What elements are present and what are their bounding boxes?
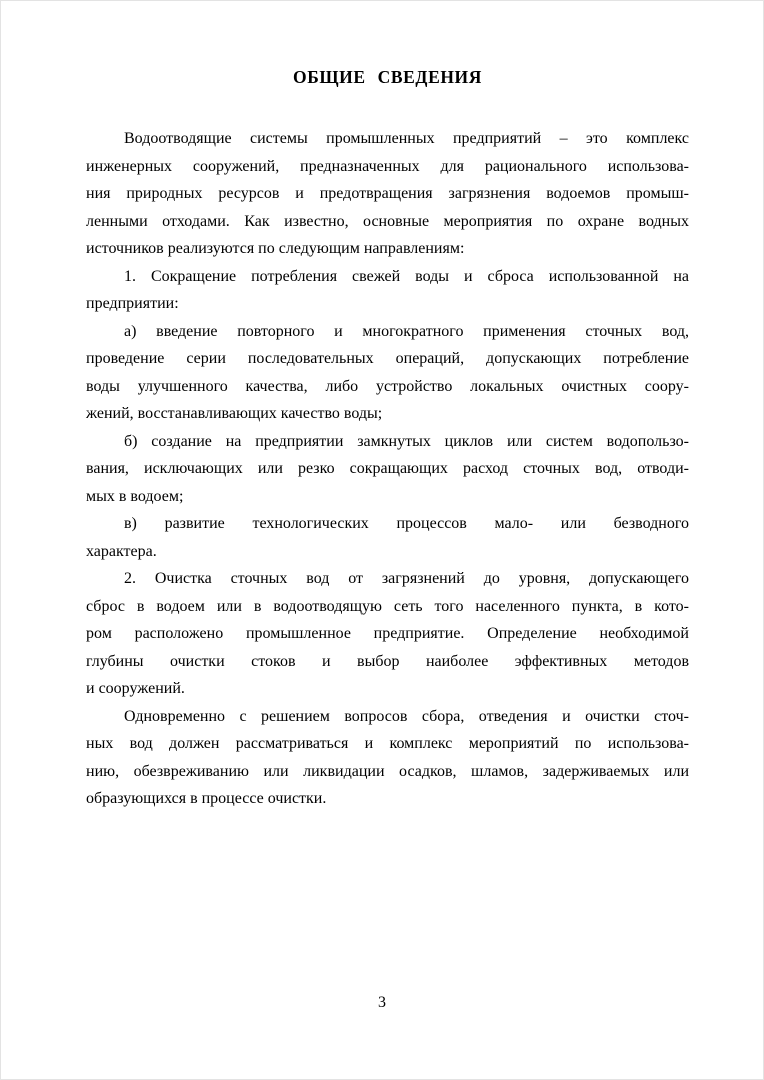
text-line: источников реализуются по следующим направлениям:: [86, 240, 465, 257]
text-line: ния природных ресурсов и предотвращения загрязнения водоемов промыш-: [86, 185, 689, 202]
text-line: б) создание на предприятии замкнутых циклов или систем водопользо-: [124, 432, 689, 450]
page-title: ОБЩИЕ СВЕДЕНИЯ: [292, 67, 482, 87]
text-line: Водоотводящие системы промышленных предприятий – это комплекс: [124, 130, 689, 147]
text-line: ленными отходами. Как известно, основные мероприятия по охране водных: [86, 212, 689, 230]
text-line: воды улучшенного качества, либо устройство локальных очистных соору-: [86, 377, 689, 395]
text-line: образующихся в процессе очистки.: [86, 790, 327, 807]
text-line: ром расположено промышленное предприятие. Определение необходимой: [86, 625, 689, 642]
text-line: сброс в водоем или в водоотводящую сеть того населенного пункта, в кото-: [86, 597, 689, 615]
text-line: а) введение повторного и многократного применения сточных вод,: [124, 322, 689, 340]
text-line: Одновременно с решением вопросов сбора, отведения и очистки сточ-: [124, 707, 689, 725]
page-number: 3: [378, 994, 386, 1011]
text-line: характера.: [86, 542, 157, 560]
text-line: 2. Очистка сточных вод от загрязнений до уровня, допускающего: [124, 570, 689, 587]
text-line: глубины очистки стоков и выбор наиболее эффективных методов: [86, 652, 689, 670]
text-line: 1. Сокращение потребления свежей воды и сброса использованной на: [124, 267, 689, 285]
text-line: ных вод должен рассматриваться и комплекс мероприятий по использова-: [86, 735, 689, 752]
document-body: [86, 125, 689, 813]
text-line: предприятии:: [86, 295, 179, 312]
text-line: проведение серии последовательных операций, допускающих потребление: [86, 350, 689, 367]
text-line: инженерных сооружений, предназначенных для рационального использова-: [86, 157, 689, 175]
text-line: жений, восстанавливающих качество воды;: [86, 405, 383, 422]
text-line: и сооружений.: [86, 680, 185, 697]
text-line: мых в водоем;: [86, 487, 184, 505]
text-line: вания, исключающих или резко сокращающих расход сточных вод, отводи-: [86, 460, 689, 477]
text-line: в) развитие технологических процессов мало- или безводного: [124, 515, 689, 532]
text-line: нию, обезвреживанию или ликвидации осадков, шламов, задерживаемых или: [86, 762, 689, 780]
